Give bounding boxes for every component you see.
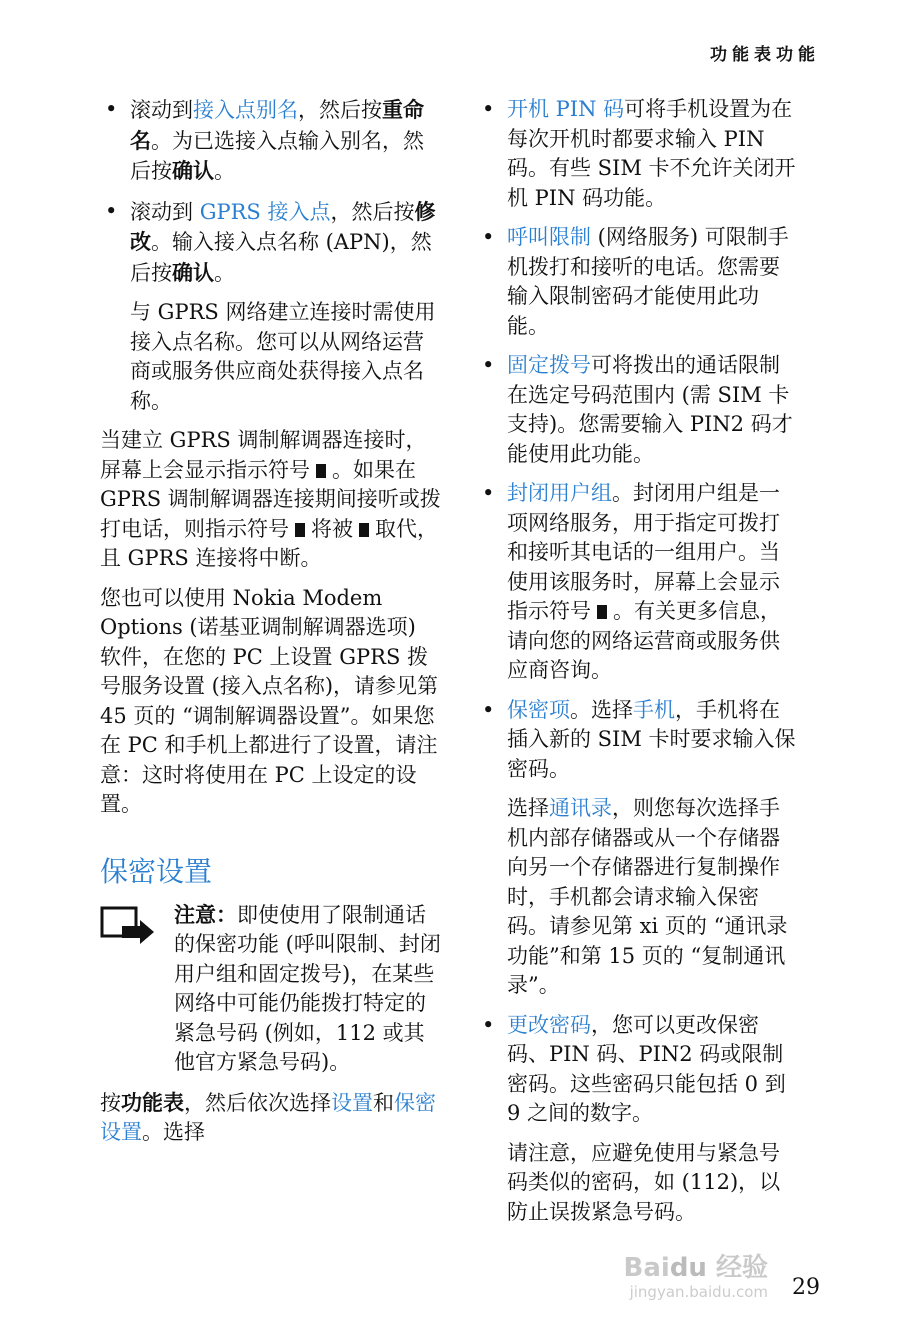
right-bullet-fixed-dialing xyxy=(507,351,800,469)
menu-term: 开机 PIN 码 xyxy=(507,97,625,121)
bold-term: 确认 xyxy=(172,158,214,183)
note-box xyxy=(100,900,442,1088)
text: ，然后按 xyxy=(298,98,382,122)
baidu-watermark-logo: Baidu 经验 xyxy=(623,1253,768,1283)
baidu-watermark xyxy=(624,1253,768,1301)
apn-explanation xyxy=(130,298,442,416)
text: 。输入接入点名称 (APN)，然后按 xyxy=(130,230,432,285)
note-icon xyxy=(100,906,156,946)
page-number: 29 xyxy=(792,1275,820,1300)
menu-term: 保密项 xyxy=(507,697,570,722)
text: 滚动到 xyxy=(130,98,193,122)
text: 。选择 xyxy=(142,1120,205,1144)
right-bullet-security-level xyxy=(507,696,800,785)
menu-instruction xyxy=(100,1088,442,1148)
menu-term: 手机 xyxy=(633,697,675,722)
text: 即使使用了限制通话的保密功能 (呼叫限制、封闭用户组和固定拨号)，在某些网络中可能仍能拨打特定的紧急号码 (例如，112 或其他官方紧急号码)。 xyxy=(174,902,441,1074)
text: 。选择 xyxy=(570,697,633,722)
text: 将被 xyxy=(311,516,353,541)
right-bullet-pin xyxy=(507,95,800,213)
text: 。 xyxy=(214,260,235,285)
text: ，然后按 xyxy=(330,199,415,224)
text: 。封闭用户组是一项网络服务，用于指定可拨打和接听其电话的一组用户。当使用该服务时，屏幕上会显示指示符号 xyxy=(507,481,780,623)
bold-term: 功能表 xyxy=(121,1089,184,1115)
two-column-body xyxy=(100,95,820,1237)
menu-term: 封闭用户组 xyxy=(507,481,612,505)
left-bullet-rename xyxy=(130,95,442,187)
menu-term: 固定拨号 xyxy=(507,353,591,377)
right-column xyxy=(482,95,800,1237)
gprs-indicator-paragraph xyxy=(100,426,442,574)
text: 与 GPRS 网络建立连接时需使用接入点名称。您可以从网络运营商或服务供应商处获得接入点名称。 xyxy=(130,300,436,413)
text: 按 xyxy=(100,1090,121,1115)
text: (网络服务) 可限制手机拨打和接听的电话。您需要输入限制密码才能使用此功能。 xyxy=(507,225,789,338)
text: 滚动到 xyxy=(130,199,200,224)
text: ，然后依次选择 xyxy=(184,1090,331,1115)
text: 。有关更多信息，请向您的网络运营商或服务供应商咨询。 xyxy=(507,599,781,682)
right-bullet-call-barring xyxy=(507,223,800,341)
bold-term: 修改 xyxy=(130,198,436,254)
text: 选择 xyxy=(507,796,549,820)
modem-options-paragraph xyxy=(100,584,442,820)
menu-term: 更改密码 xyxy=(507,1012,591,1037)
running-header: 功能表功能 xyxy=(710,45,820,65)
gprs-icon xyxy=(316,464,326,478)
text: 。如果在 GPRS 调制解调器连接期间接听或拨打电话，则指示符号 xyxy=(100,457,441,541)
text: 可将拨出的通话限制在选定号码范围内 (需 SIM 卡支持)。您需要输入 PIN2 码才能使用此功能。 xyxy=(507,353,793,466)
text: 您也可以使用 Nokia Modem Options (诺基亚调制解调器选项) 软件，在您的 PC 上设置 GPRS 拨号服务设置 (接入点名称)，请参见第 45 页的 “调制解调器设置”。如果您在 PC 和手机上都进行了设置，请注意：这时将使用在 PC 上设定的设置。 xyxy=(100,585,439,816)
gprs-suspended-icon xyxy=(359,523,369,537)
text: 。为已选接入点输入别名，然后按 xyxy=(130,128,424,183)
watermark-url: jingyan.baidu.com xyxy=(629,1283,768,1301)
right-bullet-change-codes xyxy=(507,1011,800,1129)
text: ，您可以更改保密码、PIN 码、PIN2 码或限制密码。这些密码只能包括 0 到 9 之间的数字。 xyxy=(507,1012,786,1125)
bold-term: 确认 xyxy=(172,259,214,285)
section-heading: 保密设置 xyxy=(100,854,213,888)
left-bullet-gprs-apn xyxy=(130,197,442,289)
text: ，手机将在插入新的 SIM 卡时要求输入保密码。 xyxy=(507,697,796,781)
text: 可将手机设置为在每次开机时都要求输入 PIN 码。有些 SIM 卡不允许关闭开机 PIN 码功能。 xyxy=(507,97,796,210)
text: 取代，且 GPRS 连接将中断。 xyxy=(100,516,438,570)
bold-term: 重命名 xyxy=(130,97,424,153)
text: 。 xyxy=(214,159,235,183)
menu-term: 保密设置 xyxy=(100,1090,436,1144)
menu-term: 通讯录 xyxy=(549,796,612,820)
text: 当建立 GPRS 调制解调器连接时，屏幕上会显示指示符号 xyxy=(100,428,427,482)
code-warning xyxy=(507,1139,800,1228)
menu-term: 呼叫限制 xyxy=(507,225,591,249)
menu-term: 设置 xyxy=(331,1090,373,1115)
cug-icon xyxy=(597,605,607,619)
security-level-contacts xyxy=(507,794,800,1001)
text: 和 xyxy=(373,1090,394,1115)
bold-term: 注意： xyxy=(174,901,237,927)
menu-term: GPRS 接入点 xyxy=(199,199,331,224)
right-bullet-closed-user-group xyxy=(507,479,800,686)
text: 请注意，应避免使用与紧急号码类似的密码，如 (112)，以防止误拨紧急号码。 xyxy=(507,1140,781,1224)
gprs-icon xyxy=(295,523,305,537)
menu-term: 接入点别名 xyxy=(193,98,298,122)
note-paragraph xyxy=(174,900,442,1078)
text: ，则您每次选择手机内部存储器或从一个存储器向另一个存储器进行复制操作时，手机都会请求输入保密码。请参见第 xi 页的 “通讯录功能”和第 15 页的 “复制通讯录”。 xyxy=(507,796,788,997)
left-column xyxy=(100,95,442,1158)
page-footer xyxy=(100,1237,820,1301)
